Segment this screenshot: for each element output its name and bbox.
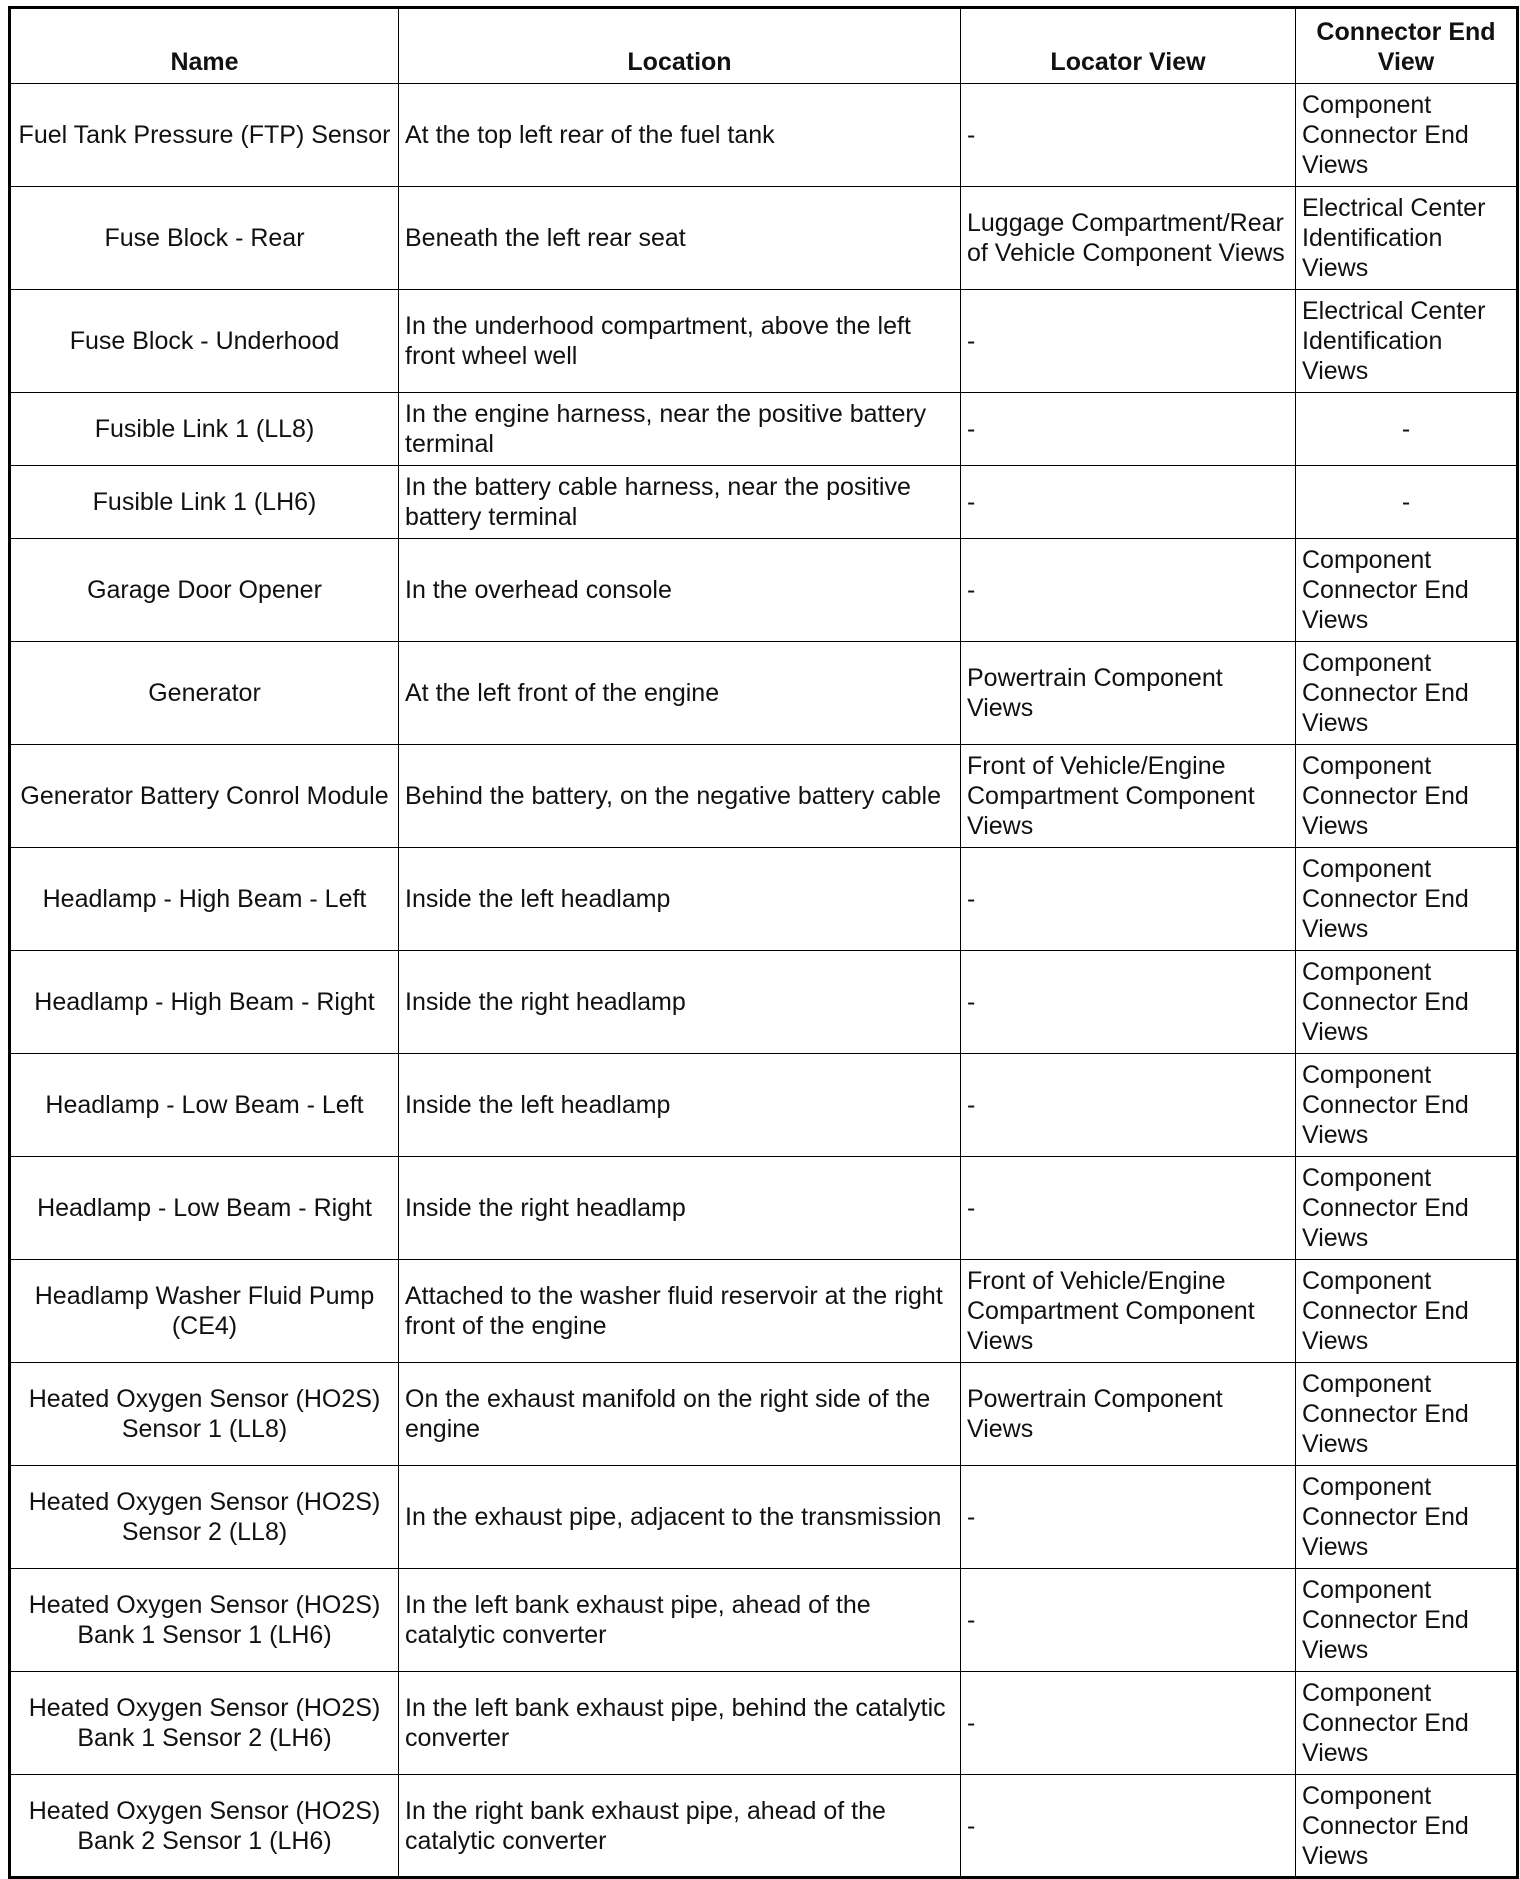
cell-location: Behind the battery, on the negative battery cable — [399, 745, 961, 848]
cell-name: Headlamp - Low Beam - Right — [10, 1157, 399, 1260]
table-row — [10, 1569, 1518, 1672]
cell-connector-end-view: Component Connector End Views — [1296, 1054, 1518, 1157]
cell-name: Headlamp - High Beam - Left — [10, 848, 399, 951]
cell-location: In the exhaust pipe, adjacent to the transmission — [399, 1466, 961, 1569]
cell-name: Heated Oxygen Sensor (HO2S) Bank 2 Sensor 1 (LH6) — [10, 1775, 399, 1878]
table-row — [10, 1157, 1518, 1260]
cell-name: Heated Oxygen Sensor (HO2S) Sensor 2 (LL8) — [10, 1466, 399, 1569]
cell-name: Fuse Block - Underhood — [10, 290, 399, 393]
cell-location: Beneath the left rear seat — [399, 187, 961, 290]
cell-name: Heated Oxygen Sensor (HO2S) Bank 1 Sensor 1 (LH6) — [10, 1569, 399, 1672]
cell-locator-view: - — [961, 1466, 1296, 1569]
cell-location: Inside the right headlamp — [399, 1157, 961, 1260]
cell-location: Attached to the washer fluid reservoir at the right front of the engine — [399, 1260, 961, 1363]
header-locator-view: Locator View — [961, 8, 1296, 84]
cell-connector-end-view: Component Connector End Views — [1296, 848, 1518, 951]
header-row — [10, 8, 1518, 84]
cell-connector-end-view: Component Connector End Views — [1296, 1569, 1518, 1672]
cell-locator-view: Luggage Compartment/Rear of Vehicle Component Views — [961, 187, 1296, 290]
cell-locator-view: - — [961, 539, 1296, 642]
cell-locator-view: - — [961, 290, 1296, 393]
table-row — [10, 1260, 1518, 1363]
cell-connector-end-view: Component Connector End Views — [1296, 84, 1518, 187]
cell-locator-view: - — [961, 1157, 1296, 1260]
cell-locator-view: Powertrain Component Views — [961, 642, 1296, 745]
table-row — [10, 745, 1518, 848]
table-row — [10, 393, 1518, 466]
cell-connector-end-view: Component Connector End Views — [1296, 1672, 1518, 1775]
cell-locator-view: - — [961, 1054, 1296, 1157]
cell-connector-end-view: Component Connector End Views — [1296, 539, 1518, 642]
cell-location: At the top left rear of the fuel tank — [399, 84, 961, 187]
cell-name: Fusible Link 1 (LH6) — [10, 466, 399, 539]
cell-connector-end-view: Component Connector End Views — [1296, 1157, 1518, 1260]
cell-name: Garage Door Opener — [10, 539, 399, 642]
cell-locator-view: - — [961, 951, 1296, 1054]
cell-connector-end-view: Component Connector End Views — [1296, 642, 1518, 745]
header-location: Location — [399, 8, 961, 84]
cell-location: On the exhaust manifold on the right side of the engine — [399, 1363, 961, 1466]
table-row — [10, 84, 1518, 187]
cell-connector-end-view: - — [1296, 393, 1518, 466]
cell-locator-view: - — [961, 393, 1296, 466]
cell-connector-end-view: Component Connector End Views — [1296, 745, 1518, 848]
table-row — [10, 1466, 1518, 1569]
cell-locator-view: Powertrain Component Views — [961, 1363, 1296, 1466]
cell-name: Fusible Link 1 (LL8) — [10, 393, 399, 466]
cell-location: In the left bank exhaust pipe, ahead of the catalytic converter — [399, 1569, 961, 1672]
cell-locator-view: - — [961, 848, 1296, 951]
table-row — [10, 539, 1518, 642]
table-row — [10, 1363, 1518, 1466]
cell-location: In the right bank exhaust pipe, ahead of the catalytic converter — [399, 1775, 961, 1878]
cell-locator-view: - — [961, 84, 1296, 187]
table-row — [10, 1054, 1518, 1157]
cell-location: Inside the right headlamp — [399, 951, 961, 1054]
cell-location: In the left bank exhaust pipe, behind the catalytic converter — [399, 1672, 961, 1775]
cell-connector-end-view: Electrical Center Identification Views — [1296, 290, 1518, 393]
cell-name: Generator — [10, 642, 399, 745]
cell-name: Headlamp Washer Fluid Pump (CE4) — [10, 1260, 399, 1363]
cell-locator-view: Front of Vehicle/Engine Compartment Component Views — [961, 745, 1296, 848]
cell-location: In the engine harness, near the positive battery terminal — [399, 393, 961, 466]
cell-connector-end-view: Electrical Center Identification Views — [1296, 187, 1518, 290]
table-row — [10, 1775, 1518, 1878]
cell-connector-end-view: - — [1296, 466, 1518, 539]
table-row — [10, 951, 1518, 1054]
cell-name: Headlamp - Low Beam - Left — [10, 1054, 399, 1157]
table-header — [10, 8, 1518, 84]
cell-name: Fuse Block - Rear — [10, 187, 399, 290]
header-name: Name — [10, 8, 399, 84]
cell-name: Fuel Tank Pressure (FTP) Sensor — [10, 84, 399, 187]
cell-connector-end-view: Component Connector End Views — [1296, 1466, 1518, 1569]
header-connector-end-view: Connector End View — [1296, 8, 1518, 84]
cell-connector-end-view: Component Connector End Views — [1296, 951, 1518, 1054]
cell-location: At the left front of the engine — [399, 642, 961, 745]
table-row — [10, 290, 1518, 393]
cell-locator-view: Front of Vehicle/Engine Compartment Component Views — [961, 1260, 1296, 1363]
cell-locator-view: - — [961, 1775, 1296, 1878]
cell-location: In the battery cable harness, near the positive battery terminal — [399, 466, 961, 539]
table-row — [10, 187, 1518, 290]
table-row — [10, 642, 1518, 745]
cell-locator-view: - — [961, 466, 1296, 539]
cell-location: In the underhood compartment, above the left front wheel well — [399, 290, 961, 393]
cell-connector-end-view: Component Connector End Views — [1296, 1260, 1518, 1363]
cell-name: Heated Oxygen Sensor (HO2S) Sensor 1 (LL8) — [10, 1363, 399, 1466]
cell-locator-view: - — [961, 1672, 1296, 1775]
cell-location: Inside the left headlamp — [399, 848, 961, 951]
cell-location: Inside the left headlamp — [399, 1054, 961, 1157]
cell-connector-end-view: Component Connector End Views — [1296, 1775, 1518, 1878]
table-row — [10, 848, 1518, 951]
cell-locator-view: - — [961, 1569, 1296, 1672]
component-locator-table — [8, 6, 1519, 1879]
table-row — [10, 466, 1518, 539]
cell-connector-end-view: Component Connector End Views — [1296, 1363, 1518, 1466]
table-body — [10, 84, 1518, 1878]
table-row — [10, 1672, 1518, 1775]
cell-location: In the overhead console — [399, 539, 961, 642]
cell-name: Heated Oxygen Sensor (HO2S) Bank 1 Sensor 2 (LH6) — [10, 1672, 399, 1775]
cell-name: Generator Battery Conrol Module — [10, 745, 399, 848]
cell-name: Headlamp - High Beam - Right — [10, 951, 399, 1054]
